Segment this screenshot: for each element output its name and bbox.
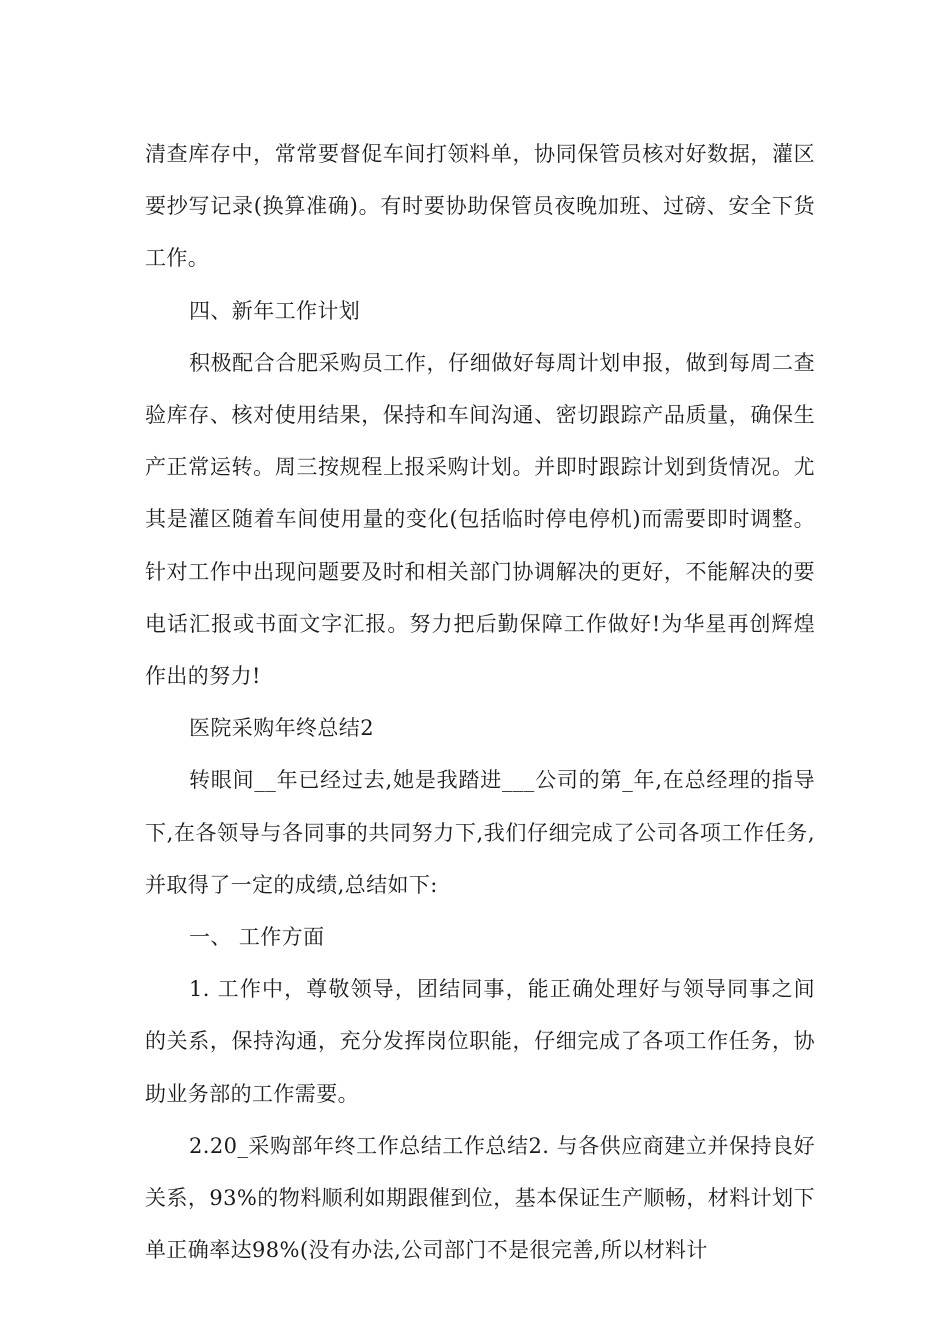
paragraph-summary-intro: 转眼间__年已经过去,她是我踏进___公司的第_年,在总经理的指导下,在各领导与各同事的共同努力下,我们仔细完成了公司各项工作任务,并取得了一定的成绩,总结如下: (145, 768, 815, 897)
paragraph-item-2: 2.20_采购部年终工作总结工作总结2. 与各供应商建立并保持良好关系，93%的物料顺利如期跟催到位，基本保证生产顺畅，材料计划下单正确率达98%(没有办法,公司部门不是很完善,所以材料计 (145, 1133, 815, 1263)
paragraph-item-1: 1. 工作中，尊敬领导，团结同事，能正确处理好与领导同事之间的关系，保持沟通，充分发挥岗位职能，仔细完成了各项工作任务，协助业务部的工作需要。 (145, 977, 815, 1106)
heading-new-year-plan: 四、新年工作计划 (189, 298, 361, 323)
document-body (145, 128, 815, 1276)
paragraph-work-plan: 积极配合合肥采购员工作，仔细做好每周计划申报，做到每周二查验库存、核对使用结果，保持和车间沟通、密切跟踪产品质量，确保生产正常运转。周三按规程上报采购计划。并即时跟踪计划到货情况。尤其是灌区随着车间使用量的变化(包括临时停电停机)而需要即时调整。针对工作中出现问题要及时和相关部门协调解决的更好，不能解决的要电话汇报或书面文字汇报。努力把后勤保障工作做好!为华星再创辉煌作出的努力! (145, 350, 815, 689)
heading-work-aspect: 一、 工作方面 (189, 925, 325, 950)
paragraph-inventory-check: 清查库存中，常常要督促车间打领料单，协同保管员核对好数据，灌区要抄写记录(换算准确)。有时要协助保管员夜晚加班、过磅、安全下货工作。 (145, 142, 815, 271)
heading-summary-2: 医院采购年终总结2 (189, 716, 374, 741)
